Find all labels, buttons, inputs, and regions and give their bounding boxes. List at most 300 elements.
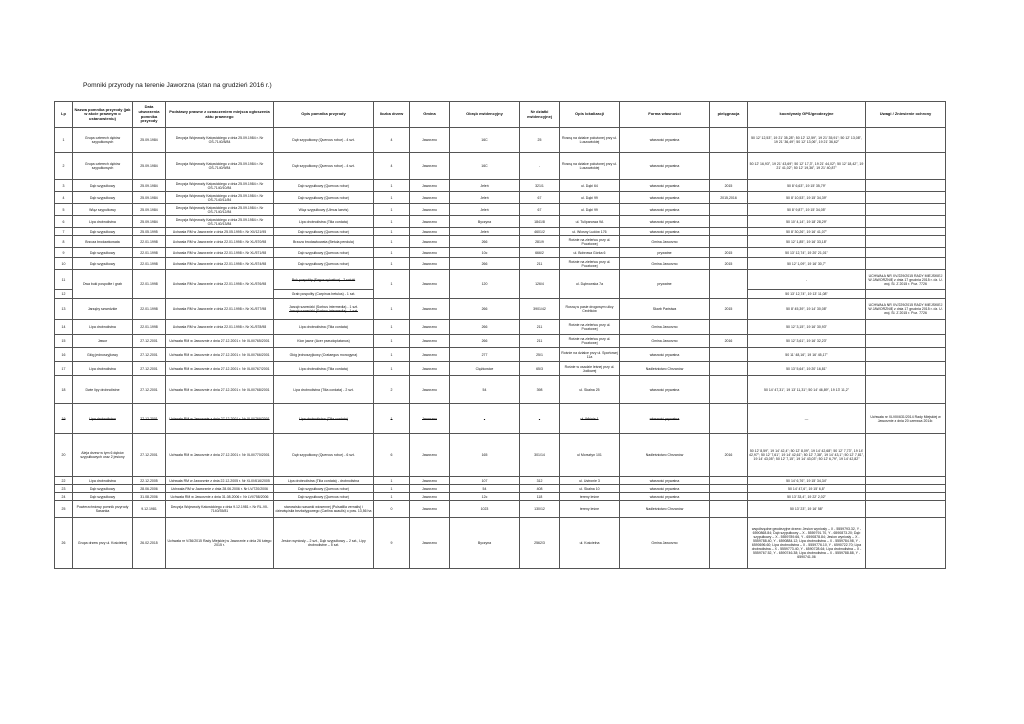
cell-gps: 50 8' 30,26", 19 16' 41,07" (748, 228, 866, 236)
cell-desc: Dąb szypułkowy (Quercus robur) (274, 485, 374, 493)
cell-date: 22.01.1998 (133, 236, 166, 248)
cell-gmina: Jaworzno (410, 376, 450, 404)
cell-law: Uchwała RM w Jaworznie z dnia 27.12.2001 r. Nr XLIII/768/2001 (166, 376, 274, 404)
cell-obreb: 266 (450, 236, 520, 248)
table-row (55, 335, 946, 348)
cell-name: Głóg jednoszyjkowy (73, 348, 133, 362)
cell-gmina: Jaworzno (410, 270, 450, 299)
cell-notes (866, 485, 946, 493)
cell-notes (866, 216, 946, 228)
cell-dzialka: 312 (520, 477, 560, 485)
cell-gmina: Jaworzno (410, 248, 450, 258)
cell-notes (866, 290, 946, 299)
cell-name: Dąb szypułkowy (73, 228, 133, 236)
cell-lp: 16 (55, 348, 73, 362)
cell-lp: 17 (55, 362, 73, 376)
cell-dzialka: 321/1 (520, 180, 560, 192)
cell-care (710, 320, 748, 335)
cell-name: Lipa drobnolistna (73, 320, 133, 335)
table-row (55, 258, 946, 270)
cell-date: 27.12.2001 (133, 434, 166, 477)
col-header: Opis lokalizacji (560, 102, 620, 128)
cell-law: Decyzja Wojewody Katowickiego z dnia 9.12.1981 r. Nr RL-VII-7140/35/81 (166, 501, 274, 518)
col-header: Nr działki ewidencyjnej (520, 102, 560, 128)
cell-ownership: Gmina Jaworzno (620, 258, 710, 270)
cell-name: Lipa drobnolistna (73, 216, 133, 228)
cell-notes (866, 258, 946, 270)
cell-obreb: 266 (450, 258, 520, 270)
cell-desc: Głóg jednoszyjkowy (Crataegus monogyna) (274, 348, 374, 362)
cell-gps: 50 14' 6,76", 19 15' 34,34" (748, 477, 866, 485)
cell-ownership: prywatne (620, 270, 710, 299)
cell-gps: 50 12' 3,15", 19 16' 30,93" (748, 320, 866, 335)
cell-dzialka: 67 (520, 204, 560, 216)
cell-name: Aleja drzew w tym 6 dębów szypułkowych oraz 2 jesiony (73, 434, 133, 477)
cell-lp: 18 (55, 376, 73, 404)
table-row (55, 216, 946, 228)
cell-law: Uchwała RM w Jaworznie z dnia 22.01.1998 r. Nr XL/574/98 (166, 258, 274, 270)
cell-desc: Wiąz szypułkowy (Ulmus laevis) (274, 204, 374, 216)
cell-desc: Lipa drobnolistna (Tilia cordata) (274, 362, 374, 376)
cell-location: Rośnie na zieleńcu przy ul. Pocztowej (560, 236, 620, 248)
table-row (55, 362, 946, 376)
cell-notes (866, 477, 946, 485)
cell-gps: 50 14' 47,31", 19 13' 11,31"; 50 14' 46,89", 19 13' 11,2" (748, 376, 866, 404)
cell-lp: 11 (55, 270, 73, 290)
cell-ownership: własność prywatna (620, 348, 710, 362)
cell-law: Uchwała RM w Jaworznie z dnia 22.01.1998 r. Nr XL/571/98 (166, 248, 274, 258)
cell-law: Decyzja Wojewody Katowickiego z dnia 25.09.1984 r. Nr OŚ-7140/13/84 (166, 216, 274, 228)
cell-location: ul. Skalna 10 (560, 485, 620, 493)
cell-count: 0 (374, 501, 410, 518)
cell-name: Dąb szypułkowy (73, 180, 133, 192)
cell-care (710, 362, 748, 376)
cell-gps: 50 12' 16,93", 19 21' 43,69"; 50 12' 17,3", 19 21' 44,02"; 50 12' 18,42", 19 21' 41,02"; 50 12' 19,36", 19 21' 40,87" (748, 153, 866, 180)
cell-count: 1 (374, 404, 410, 434)
cell-gps: 50 13' 12,74", 19 20' 21,01" (748, 248, 866, 258)
cell-gps: 50 12' 3,61", 19 16' 32,23" (748, 335, 866, 348)
col-header: Lp (55, 102, 73, 128)
cell-ownership: własność prywatna (620, 128, 710, 153)
cell-location: ul. Dąbi 64 (560, 180, 620, 192)
cell-gmina: Jaworzno (410, 204, 450, 216)
cell-lp: 1 (55, 128, 73, 153)
cell-law: Uchwała RM w Jaworznie z dnia 27.12.2001 r. Nr XLIII/766/2001 (166, 348, 274, 362)
cell-gmina: Jaworzno (410, 320, 450, 335)
cell-name: Grupa drzew przy ul. Kościelnej (73, 518, 133, 569)
cell-gps: 50 13' 33,4", 19 22' 2,02" (748, 493, 866, 501)
cell-ownership: Nadleśnictwo Chrzanów (620, 434, 710, 477)
cell-notes (866, 228, 946, 236)
cell-obreb: Ciężkowice (450, 362, 520, 376)
cell-lp: 5 (55, 204, 73, 216)
cell-location: ul. Ustronie 3 (560, 477, 620, 485)
cell-obreb: 10c (450, 248, 520, 258)
cell-count: 9 (374, 518, 410, 569)
cell-ownership: własność prywatna (620, 485, 710, 493)
cell-gps: 50 8' 9,87", 19 15' 34,05" (748, 204, 866, 216)
cell-care: 2016 (710, 335, 748, 348)
cell-desc: Dąb szypułkowy (Quercus robur) (274, 228, 374, 236)
cell-gps: — (748, 404, 866, 434)
cell-dzialka: 211 (520, 335, 560, 348)
cell-care (710, 128, 748, 153)
cell-care: 2015 (710, 258, 748, 270)
cell-ownership: własność prywatna (620, 153, 710, 180)
cell-law: Uchwała RM w Jaworznie z dnia 22.01.1998 r. Nr XL/578/98 (166, 320, 274, 335)
cell-obreb: Byczyna (450, 518, 520, 569)
cell-name: Dąb szypułkowy (73, 493, 133, 501)
cell-obreb: - (450, 404, 520, 434)
cell-date: 22.01.1998 (133, 270, 166, 299)
cell-lp: 15 (55, 335, 73, 348)
cell-law: Uchwała RM w Jaworznie z dnia 28.06.2006 r. Nr LV/720/2006 (166, 485, 274, 493)
cell-location: ul. Dąbi 99 (560, 204, 620, 216)
cell-obreb: 277 (450, 348, 520, 362)
cell-ownership: własność prywatna (620, 404, 710, 434)
cell-count: 1 (374, 493, 410, 501)
cell-gps: 50 13' 12,74", 19 13' 11,08" (748, 290, 866, 299)
cell-date: 25.09.1984 (133, 153, 166, 180)
cell-desc: Dąb szypułkowy (Quercus robur) (274, 180, 374, 192)
cell-law: Uchwała RM w Jaworznie z dnia 22.01.1998 r. Nr XL/577/98 (166, 299, 274, 320)
col-header: Podstawy prawne z oznaczeniem miejsca ogłoszenia aktu prawnego (166, 102, 274, 128)
cell-date: 25.09.1984 (133, 128, 166, 153)
cell-notes (866, 128, 946, 153)
cell-desc: stanowisko sasanki wiosennej (Pulsatilla vernalis) i dziewięćsiła bezłodygowego (Carlina acaulis) o pow. 13,56 ha (274, 501, 374, 518)
cell-obreb: Jeleń (450, 192, 520, 204)
cell-location: ul. Skalna 25 (560, 376, 620, 404)
cell-desc: Jesion wyniosły – 2 szt., Dąb szypułkowy – 2 szt., Lipy drobnolistne – 5 szt. (274, 518, 374, 569)
cell-desc: Grab pospolity (Carpinus betulus) - 1 szt. (274, 290, 374, 299)
header-row (55, 102, 946, 128)
cell-dzialka: 211 (520, 258, 560, 270)
col-header: koordynaty GPS/geodezyjne (748, 102, 866, 128)
cell-count: 1 (374, 477, 410, 485)
cell-desc (274, 299, 374, 320)
cell-dzialka: 2562/3 (520, 518, 560, 569)
cell-care (710, 501, 748, 518)
cell-gmina: Jaworzno (410, 128, 450, 153)
cell-notes (866, 501, 946, 518)
table-row (55, 248, 946, 258)
cell-count: 1 (374, 228, 410, 236)
cell-law: Uchwała RM w Jaworznie z dnia 22.01.1998 r. Nr XL/576/98 (166, 270, 274, 299)
cell-care (710, 376, 748, 404)
cell-name: Dąb szypułkowy (73, 485, 133, 493)
cell-gmina: Jaworzno (410, 404, 450, 434)
cell-gps: 50 13' 23", 19 16' 58" (748, 501, 866, 518)
table-row (55, 320, 946, 335)
cell-gmina: Jaworzno (410, 362, 450, 376)
cell-date: 25.05.1995 (133, 228, 166, 236)
table-row (55, 299, 946, 320)
cell-location: Rosną na działce położonej przy ul. Luszowickiej (560, 153, 620, 180)
col-header: Data utworzenia pomnika przyrody (133, 102, 166, 128)
cell-count: 1 (374, 270, 410, 299)
table-row (55, 128, 946, 153)
cell-ownership: prywatne (620, 248, 710, 258)
cell-gps: 50 8' 10,53", 19 15' 34,39" (748, 192, 866, 204)
cell-gmina: Jaworzno (410, 236, 450, 248)
table-row (55, 236, 946, 248)
cell-date: 22.01.1998 (133, 248, 166, 258)
cell-dzialka: 65/3 (520, 362, 560, 376)
cell-lp: 25 (55, 501, 73, 518)
cell-ownership: Gmina Jaworzno (620, 320, 710, 335)
cell-care (710, 204, 748, 216)
cell-location: ul. Tulipanowa 9A (560, 216, 620, 228)
cell-dzialka: 408 (520, 485, 560, 493)
cell-count: 1 (374, 180, 410, 192)
cell-dzialka: 126/4 (520, 270, 560, 299)
cell-ownership: Nadleśnictwo Chrzanów (620, 501, 710, 518)
cell-gps: 50 11' 48,16", 19 16' 45,17" (748, 348, 866, 362)
cell-ownership: własność prywatna (620, 493, 710, 501)
cell-dzialka: 25 (520, 128, 560, 153)
table-row (55, 376, 946, 404)
cell-dzialka: 130/12 (520, 501, 560, 518)
cell-gmina: Jaworzno (410, 299, 450, 320)
cell-lp: 2 (55, 153, 73, 180)
cell-desc: Dąb szypułkowy (Quercus robur) - 4 szt. (274, 153, 374, 180)
cell-name: Brzoza brodawkowata (73, 236, 133, 248)
cell-date: 31.08.2006 (133, 493, 166, 501)
col-header: Uwagi / Zniesienie ochrony (866, 102, 946, 128)
cell-gps: 50 13' 5,64", 19 20' 16,81" (748, 362, 866, 376)
cell-dzialka: 301/14 (520, 434, 560, 477)
cell-location: ul. Dąbrowska 7a (560, 270, 620, 299)
cell-gps: 50 8' 45,39", 19 14' 30,08" (748, 299, 866, 320)
cell-date: 26.02.2015 (133, 518, 166, 569)
table-row (55, 348, 946, 362)
cell-notes (866, 192, 946, 204)
cell-notes (866, 180, 946, 192)
cell-notes (866, 434, 946, 477)
cell-lp: 6 (55, 216, 73, 228)
cell-location: tereny leśne (560, 493, 620, 501)
cell-care: 2015 (710, 299, 748, 320)
cell-notes: Uchwała nr XLVIII/631/2014 Rady Miejskiej w Jaworznie z dnia 20 czerwca 2014r. (866, 404, 946, 434)
cell-notes (866, 153, 946, 180)
table-row (55, 180, 946, 192)
cell-lp: 19 (55, 404, 73, 434)
cell-gps: - (748, 270, 866, 290)
cell-gps: 50 10' 4,14", 19 18' 28,29" (748, 216, 866, 228)
cell-notes (866, 204, 946, 216)
cell-obreb: 266 (450, 299, 520, 320)
cell-date: 27.12.2001 (133, 348, 166, 362)
table-row (55, 501, 946, 518)
col-header: liczba drzew (374, 102, 410, 128)
cell-gmina: Jaworzno (410, 501, 450, 518)
cell-care (710, 236, 748, 248)
cell-obreb: 12c (450, 493, 520, 501)
cell-count: 1 (374, 320, 410, 335)
cell-law: Decyzja Wojewody Katowickiego z dnia 25.09.1984 r. Nr OŚ-7140/11/84 (166, 192, 274, 204)
col-header: Nazwa pomnika przyrody (jak w akcie prawnym o ustanowieniu) (73, 102, 133, 128)
table-row (55, 153, 946, 180)
cell-desc: Dąb szypułkowy (Quercus robur) - 6 szt. (274, 434, 374, 477)
cell-gmina: Jaworzno (410, 485, 450, 493)
cell-dzialka: - (520, 153, 560, 180)
cell-notes (866, 362, 946, 376)
cell-law: Uchwała RM w Jaworznie z dnia 27.12.2001 r. Nr XLIII/770/2001 (166, 434, 274, 477)
desc-line: Jarząb szwedzki (Sorbus intermedia) - 1 szt. (289, 305, 358, 309)
cell-location: Rośnie na zieleńcu przy ul. Pocztowej (560, 320, 620, 335)
cell-notes: UCHWAŁA NR XV/229/2015 RADY MIEJSKIEJ W JAWORZNIE z dnia 17 grudnia 2015 r. dz. U. woj. Śl. Z 2015 r. Poz. 7726 (866, 299, 946, 320)
cell-count: 6 (374, 434, 410, 477)
cell-obreb: 107 (450, 477, 520, 485)
cell-ownership: własność prywatna (620, 376, 710, 404)
cell-date: 28.06.2006 (133, 485, 166, 493)
cell-dzialka: 4601/2 (520, 228, 560, 236)
cell-name: Grupa czterech dębów szypułkowych (73, 128, 133, 153)
cell-gmina: Jaworzno (410, 493, 450, 501)
cell-name: Powierzchniowy pomnik przyrody Sasanka (73, 501, 133, 518)
table-row (55, 404, 946, 434)
cell-dzialka: 398 (520, 376, 560, 404)
cell-lp: 22 (55, 477, 73, 485)
cell-name: Jarząby szwedzkie (73, 299, 133, 320)
cell-obreb: Jeleń (450, 204, 520, 216)
cell-notes (866, 518, 946, 569)
cell-name: Dąb szypułkowy (73, 258, 133, 270)
cell-count: 4 (374, 128, 410, 153)
cell-desc: Dąb szypułkowy (Quercus robur) - 4 szt. (274, 128, 374, 153)
cell-law: Uchwała RM w Jaworznie z dnia 27.12.2001 r. Nr XLIII/769/2001 (166, 404, 274, 434)
cell-name: Dwa buki pospolite i grab (73, 270, 133, 299)
cell-desc: Lipa drobnolistna (Tilia cordata) (274, 404, 374, 434)
cell-lp: 9 (55, 248, 73, 258)
cell-date: 25.09.1984 (133, 204, 166, 216)
cell-care (710, 518, 748, 569)
cell-care: 2016 (710, 434, 748, 477)
cell-count: 1 (374, 204, 410, 216)
cell-gmina: Jaworzno (410, 192, 450, 204)
cell-obreb: 16C (450, 128, 520, 153)
cell-obreb: 266 (450, 320, 520, 335)
cell-name: Lipa drobnolistna (73, 477, 133, 485)
col-header: Obręb ewidencyjny (450, 102, 520, 128)
table-row (55, 192, 946, 204)
cell-gps: 50 12' 1,85", 19 16' 33,18" (748, 236, 866, 248)
cell-law: Decyzja Wojewody Katowickiego z dnia 25.09.1984 r. Nr OŚ-7140/8/84 (166, 128, 274, 153)
cell-desc: Lipa drobnolistna (Tilia cordata) - 2 szt. (274, 376, 374, 404)
cell-law: Uchwała RM w Jaworznie z dnia 22.12.2005 r. Nr XLIX/616/2005 (166, 477, 274, 485)
cell-count: 1 (374, 192, 410, 204)
cell-date: 27.12.2001 (133, 376, 166, 404)
cell-desc: Lipa drobnolistna (Tilia cordata) (274, 216, 374, 228)
cell-location: Rośnie w osadzie leśnej przy ul. Jodłowej (560, 362, 620, 376)
cell-name: Dąb szypułkowy (73, 248, 133, 258)
cell-notes (866, 248, 946, 258)
table-row (55, 204, 946, 216)
cell-gmina: Jaworzno (410, 477, 450, 485)
cell-law: Uchwała RM w Jaworznie z dnia 22.01.1998 r. Nr XL/570/98 (166, 236, 274, 248)
cell-location: ul. Wiśnia 1 (560, 404, 620, 434)
cell-law: Decyzja Wojewody Katowickiego z dnia 25.09.1984 r. Nr OŚ-7140/12/84 (166, 204, 274, 216)
cell-dzialka: 3901/42 (520, 299, 560, 320)
cell-care (710, 493, 748, 501)
cell-gps: 50 12' 12,53", 19 21' 35,28"; 50 12' 12,59", 19 21' 35,91"; 50 12' 13,08", 19 21' 36,49"; 50 12' 13,06", 19 21' 36,62" (748, 128, 866, 153)
cell-count: 1 (374, 258, 410, 270)
cell-gps: 50 8' 6,63", 19 15' 35,79" (748, 180, 866, 192)
cell-dzialka: 211 (520, 320, 560, 335)
cell-count: 2 (374, 376, 410, 404)
cell-care (710, 270, 748, 299)
cell-gps: 50 12' 8,59", 19 14' 42,4"; 50 12' 8,09", 19 14' 42,68"; 50 12' 7,73", 19 14' 42,97"; 50 12' 7,61", 19 14' 42,61"; 50 12' 7,38", 19 14' 43,1"; 50 12' 7,81", 19 14' 43,05"; 50 12' 7,15", 19 14' 43,03"; 50 12' 6,79", 19 14' 42,82" (748, 434, 866, 477)
monuments-table (54, 101, 946, 569)
cell-care: 2015 (710, 248, 748, 258)
cell-date: 22.01.1998 (133, 320, 166, 335)
cell-gmina: Jaworzno (410, 216, 450, 228)
cell-ownership: Gmina Jaworzno (620, 518, 710, 569)
cell-notes (866, 236, 946, 248)
cell-ownership: Skarb Państwa (620, 299, 710, 320)
cell-obreb: Jeleń (450, 180, 520, 192)
cell-obreb: 165 (450, 434, 520, 477)
col-header: pielęgnacja (710, 102, 748, 128)
cell-location: ul. Bobrowa Górka 6 (560, 248, 620, 258)
cell-location: ul. Wiosny Ludów 176 (560, 228, 620, 236)
cell-count: 1 (374, 299, 410, 320)
cell-name: Wiąz szypułkowy (73, 204, 133, 216)
cell-care (710, 348, 748, 362)
cell-gmina: Jaworzno (410, 258, 450, 270)
cell-location: Rośnie na zieleńcu przy ul. Pocztowej (560, 335, 620, 348)
cell-gps: współrzędne geodezyjne drzew: Jesion wyniosły – X - 5559793.32, Y - 6590868.84; Dąb szypułkowy – X - 5559791.70, Y - 6590873.20; Dąb szypułkowy – X - 5559789.66, Y - 6590878.84; Jesion wyniosły – X - 5559788.40, Y - 6590884.12; Lipa drobnolistna – X - 5559784.98, Y - 6590696.60; Lipa drobnolistna – X - 5559776.10, Y - 6590722.70; Lipa drobnolistna – X - 5559773.40, Y - 6590728.64; Lipa drobnolistna – X - 5559767.52, Y - 6590746.38; Lipa drobnolistna – X - 5559788.88, Y - 6590741.06 (748, 518, 866, 569)
cell-ownership: własność prywatna (620, 228, 710, 236)
cell-date: 25.09.1984 (133, 192, 166, 204)
table-row (55, 518, 946, 569)
cell-name: Dąb szypułkowy (73, 192, 133, 204)
cell-notes: UCHWAŁA NR XV/229/2015 RADY MIEJSKIEJ W JAWORZNIE z dnia 17 grudnia 2015 r. dz. U. woj. Śl. Z 2015 r. Poz. 7726 (866, 270, 946, 290)
cell-location: tereny leśne (560, 501, 620, 518)
cell-gmina: Jaworzno (410, 348, 450, 362)
cell-care: 2015,2016 (710, 192, 748, 204)
table-row (55, 485, 946, 493)
cell-lp: 8 (55, 236, 73, 248)
cell-name: Lipa drobnolistna (73, 404, 133, 434)
cell-care (710, 228, 748, 236)
cell-location: Rośnie na zieleńcu przy ul. Pocztowej (560, 258, 620, 270)
cell-gmina: Jaworzno (410, 228, 450, 236)
cell-count: 1 (374, 216, 410, 228)
cell-law: Uchwała RM w Jaworznie z dnia 25.05.1995 r. Nr XII/121/95 (166, 228, 274, 236)
cell-law: Decyzja Wojewody Katowickiego z dnia 25.09.1984 r. Nr OŚ-7140/10/84 (166, 180, 274, 192)
cell-gmina: Jaworzno (410, 335, 450, 348)
cell-date: 27.12.2001 (133, 335, 166, 348)
cell-count: 1 (374, 248, 410, 258)
cell-law: Uchwała RM w Jaworznie z dnia 31.08.2006 r. Nr LVI/758/2006 (166, 493, 274, 501)
cell-notes (866, 493, 946, 501)
cell-obreb: 54 (450, 376, 520, 404)
cell-law: Decyzja Wojewody Katowickiego z dnia 25.09.1984 r. Nr OŚ-7140/9/84 (166, 153, 274, 180)
cell-count: 1 (374, 335, 410, 348)
cell-lp: 4 (55, 192, 73, 204)
cell-date: 9.12.1981 (133, 501, 166, 518)
cell-notes (866, 320, 946, 335)
cell-ownership: własność prywatna (620, 180, 710, 192)
cell-date: 22.01.1998 (133, 258, 166, 270)
col-header: Gmina (410, 102, 450, 128)
cell-gmina: Jaworzno (410, 153, 450, 180)
cell-obreb: 54 (450, 485, 520, 493)
page-title: Pomniki przyrody na terenie Jaworzna (stan na grudzień 2016 r.) (83, 82, 272, 89)
cell-location: ul. Kościelna (560, 518, 620, 569)
cell-date: 22.12.2005 (133, 477, 166, 485)
